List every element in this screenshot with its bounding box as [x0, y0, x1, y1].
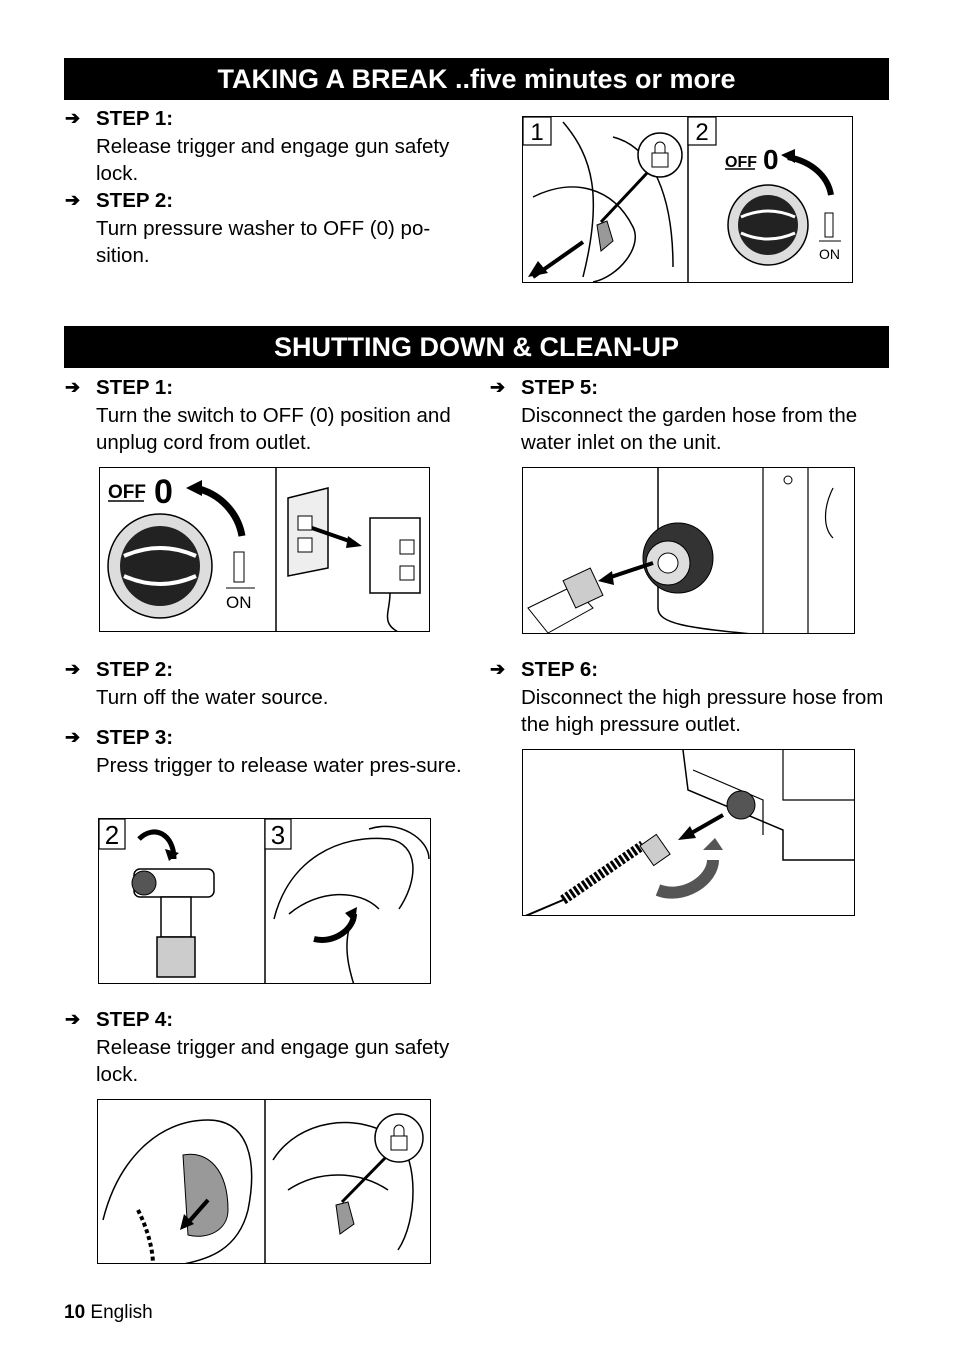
step-text: Release trigger and engage gun safety lock. — [96, 1035, 450, 1086]
figure-disconnect-garden-hose — [522, 467, 855, 634]
step-text: Turn pressure washer to OFF (0) po-sition. — [96, 216, 431, 267]
arrow-right-icon: ➔ — [490, 377, 506, 397]
step-label: STEP 1: — [96, 376, 174, 399]
on-label: ON — [226, 593, 252, 612]
shutdown-step-3 — [65, 724, 476, 779]
zero-label: 0 — [763, 144, 779, 175]
step-text: Release trigger and engage gun safety lock. — [96, 134, 450, 185]
figure-water-off-and-trigger — [98, 818, 431, 984]
panel-number-1: 1 — [530, 119, 544, 146]
on-label: ON — [819, 246, 840, 262]
shutdown-step-6 — [490, 656, 889, 739]
high-pressure-outlet-icon — [727, 791, 755, 819]
step-text: Turn off the water source. — [96, 685, 329, 709]
arrow-right-icon: ➔ — [490, 659, 506, 679]
figure-release-trigger-lock — [97, 1099, 431, 1264]
spray-gun-icon — [274, 838, 413, 919]
arrow-right-icon: ➔ — [65, 1009, 81, 1029]
page-number: 10 — [64, 1302, 86, 1323]
shutdown-step-4 — [65, 1006, 476, 1089]
off-label: OFF — [108, 482, 146, 503]
step-label: STEP 1: — [96, 107, 174, 130]
step-label: STEP 2: — [96, 189, 174, 212]
step-label: STEP 6: — [521, 658, 599, 681]
pressure-washer-body-icon — [683, 750, 855, 860]
spray-gun-icon — [103, 1120, 252, 1264]
step-text: Disconnect the garden hose from the water inlet on the unit. — [521, 403, 858, 454]
break-step-1 — [65, 105, 476, 188]
arrow-right-icon: ➔ — [65, 727, 81, 747]
step-label: STEP 2: — [96, 658, 174, 681]
figure-switch-off-and-unplug — [99, 467, 430, 632]
zero-label: 0 — [154, 473, 173, 511]
section-title-shutting-down: SHUTTING DOWN & CLEAN-UP — [64, 326, 889, 368]
figure-disconnect-high-pressure-hose — [522, 749, 855, 916]
panel-number-2: 2 — [104, 820, 120, 850]
break-step-2 — [65, 187, 476, 270]
arrow-right-icon: ➔ — [65, 659, 81, 679]
step-text: Press trigger to release water pres-sure. — [96, 753, 462, 777]
panel-number-3: 3 — [270, 820, 286, 850]
shutdown-step-1 — [65, 374, 476, 457]
step-label: STEP 4: — [96, 1008, 174, 1031]
arrow-right-icon: ➔ — [65, 190, 81, 210]
page-footer — [64, 1302, 153, 1324]
shutdown-step-5 — [490, 374, 889, 457]
off-label: OFF — [725, 154, 757, 171]
section-title-taking-a-break: TAKING A BREAK ..five minutes or more — [64, 58, 889, 100]
plug-adapter-icon — [370, 518, 420, 593]
panel-number-2: 2 — [695, 119, 709, 146]
footer-language: English — [90, 1302, 153, 1323]
step-text: Disconnect the high pressure hose from the high pressure outlet. — [521, 685, 884, 736]
figure-break-lock-and-switch — [522, 116, 853, 283]
arrow-right-icon: ➔ — [65, 377, 81, 397]
shutdown-step-2 — [65, 656, 476, 711]
step-text: Turn the switch to OFF (0) position and unplug cord from outlet. — [96, 403, 451, 454]
step-label: STEP 5: — [521, 376, 599, 399]
arrow-right-icon: ➔ — [65, 108, 81, 128]
step-label: STEP 3: — [96, 726, 174, 749]
